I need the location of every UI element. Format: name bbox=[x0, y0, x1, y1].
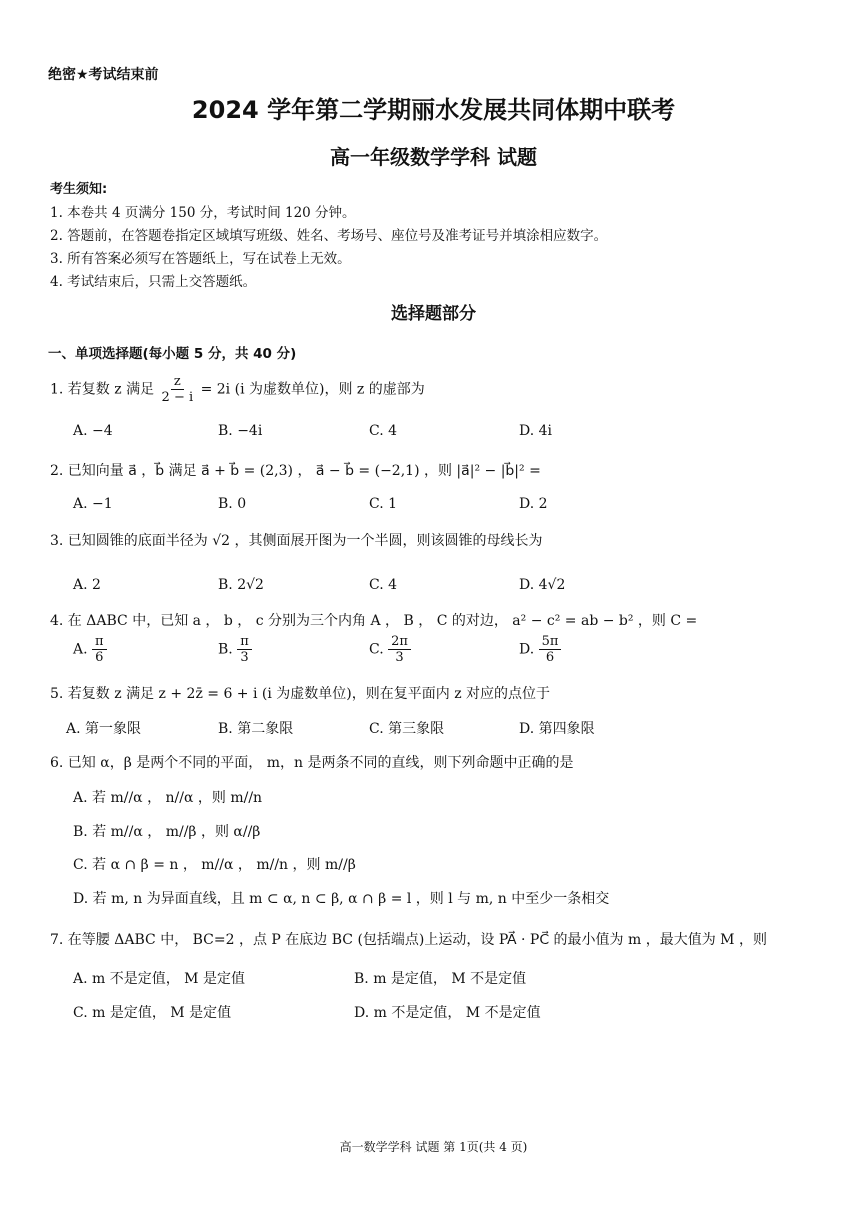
q4-option-d bbox=[519, 634, 561, 665]
question-5: 5. 若复数 z 满足 z + 2z̄ = 6 + i (i 为虚数单位)，则在复平面内 z 对应的点位于 bbox=[50, 686, 551, 702]
q4-b-den: 3 bbox=[240, 650, 249, 665]
q5-option-d: D. 第四象限 bbox=[519, 721, 595, 737]
q2-option-d: D. 2 bbox=[519, 496, 548, 512]
q4-d-letter: D. bbox=[519, 641, 535, 658]
q1-suffix: = 2i (i 为虚数单位)，则 z 的虚部为 bbox=[200, 381, 425, 398]
notice-item: 4. 考试结束后，只需上交答题纸。 bbox=[50, 274, 257, 290]
q1-prefix: 1. 若复数 z 满足 bbox=[50, 381, 155, 398]
q4-b-num: π bbox=[237, 634, 252, 650]
q5-option-b: B. 第二象限 bbox=[218, 721, 294, 737]
exam-title: 2024 学年第二学期丽水发展共同体期中联考 bbox=[191, 96, 676, 124]
q2-option-b: B. 0 bbox=[218, 496, 247, 512]
q3-option-a: A. 2 bbox=[73, 577, 101, 593]
q4-option-a bbox=[73, 634, 107, 665]
notice-item: 2. 答题前，在答题卷指定区域填写班级、姓名、考场号、座位号及准考证号并填涂相应数字。 bbox=[50, 228, 608, 244]
q4-c-num: 2π bbox=[388, 634, 411, 650]
q6-option-a: A. 若 m//α ， n//α ，则 m//n bbox=[73, 790, 263, 806]
q1-option-c: C. 4 bbox=[369, 423, 398, 439]
q7-option-a: A. m 不是定值， M 是定值 bbox=[73, 971, 245, 987]
q3-option-d: D. 4√2 bbox=[519, 577, 566, 593]
q4-a-letter: A. bbox=[73, 641, 88, 658]
q4-a-num: π bbox=[92, 634, 107, 650]
q4-d-fraction bbox=[539, 634, 562, 665]
q7-option-b: B. m 是定值， M 不是定值 bbox=[354, 971, 527, 987]
question-4: 4. 在 ΔABC 中，已知 a ， b ， c 分别为三个内角 A ， B ， C 的对边， a² − c² = ab − b² ，则 C = bbox=[50, 613, 698, 629]
q4-a-den: 6 bbox=[95, 650, 104, 665]
notice-item: 1. 本卷共 4 页满分 150 分，考试时间 120 分钟。 bbox=[50, 205, 356, 221]
q5-option-a: A. 第一象限 bbox=[66, 721, 142, 737]
q4-c-letter: C. bbox=[369, 641, 384, 658]
notice-heading: 考生须知: bbox=[50, 182, 108, 197]
page-footer: 高一数学学科 试题 第 1页(共 4 页) bbox=[339, 1140, 528, 1154]
q7-option-d: D. m 不是定值， M 不是定值 bbox=[354, 1005, 541, 1021]
q4-option-c bbox=[369, 634, 411, 665]
q1-option-d: D. 4i bbox=[519, 423, 553, 439]
question-1 bbox=[50, 374, 425, 405]
q1-frac-den: 2 − i bbox=[161, 390, 194, 405]
q4-a-fraction bbox=[92, 634, 107, 665]
question-6: 6. 已知 α，β 是两个不同的平面， m，n 是两条不同的直线，则下列命题中正确的是 bbox=[50, 755, 574, 771]
q6-option-c: C. 若 α ∩ β = n ， m//α ， m//n ，则 m//β bbox=[73, 857, 356, 873]
question-3: 3. 已知圆锥的底面半径为 √2 ，其侧面展开图为一个半圆，则该圆锥的母线长为 bbox=[50, 533, 543, 549]
part-title: 选择题部分 bbox=[391, 304, 476, 324]
q6-option-d: D. 若 m, n 为异面直线，且 m ⊂ α, n ⊂ β, α ∩ β = l ，则 l 与 m, n 中至少一条相交 bbox=[73, 891, 610, 907]
q2-option-a: A. −1 bbox=[73, 496, 113, 512]
q7-option-c: C. m 是定值， M 是定值 bbox=[73, 1005, 232, 1021]
q4-b-fraction bbox=[237, 634, 252, 665]
q6-option-b: B. 若 m//α ， m//β ，则 α//β bbox=[73, 824, 261, 840]
confidential-label: 绝密★考试结束前 bbox=[48, 67, 159, 83]
q4-c-fraction bbox=[388, 634, 411, 665]
exam-subtitle: 高一年级数学学科 试题 bbox=[330, 145, 537, 169]
q1-frac-num: z bbox=[171, 374, 184, 390]
q1-option-a: A. −4 bbox=[73, 423, 113, 439]
q1-option-b: B. −4i bbox=[218, 423, 263, 439]
q1-fraction bbox=[159, 374, 197, 405]
q4-d-den: 6 bbox=[545, 650, 555, 665]
q4-b-letter: B. bbox=[218, 641, 233, 658]
section-title: 一、单项选择题(每小题 5 分，共 40 分) bbox=[48, 346, 297, 362]
q3-option-c: C. 4 bbox=[369, 577, 398, 593]
q2-option-c: C. 1 bbox=[369, 496, 398, 512]
q4-c-den: 3 bbox=[395, 650, 404, 665]
notice-item: 3. 所有答案必须写在答题纸上，写在试卷上无效。 bbox=[50, 251, 351, 267]
q3-option-b: B. 2√2 bbox=[218, 577, 264, 593]
q4-option-b bbox=[218, 634, 252, 665]
q4-d-num: 5π bbox=[539, 634, 562, 650]
q5-option-c: C. 第三象限 bbox=[369, 721, 445, 737]
question-2: 2. 已知向量 a⃗ ，b⃗ 满足 a⃗ + b⃗ = (2,3) ， a⃗ − b⃗ = (−2,1) ，则 |a⃗|² − |b⃗|² = bbox=[50, 463, 541, 479]
question-7: 7. 在等腰 ΔABC 中， BC=2 ，点 P 在底边 BC (包括端点)上运动，设 PA⃗ · PC⃗ 的最小值为 m ，最大值为 M ，则 bbox=[50, 932, 767, 948]
